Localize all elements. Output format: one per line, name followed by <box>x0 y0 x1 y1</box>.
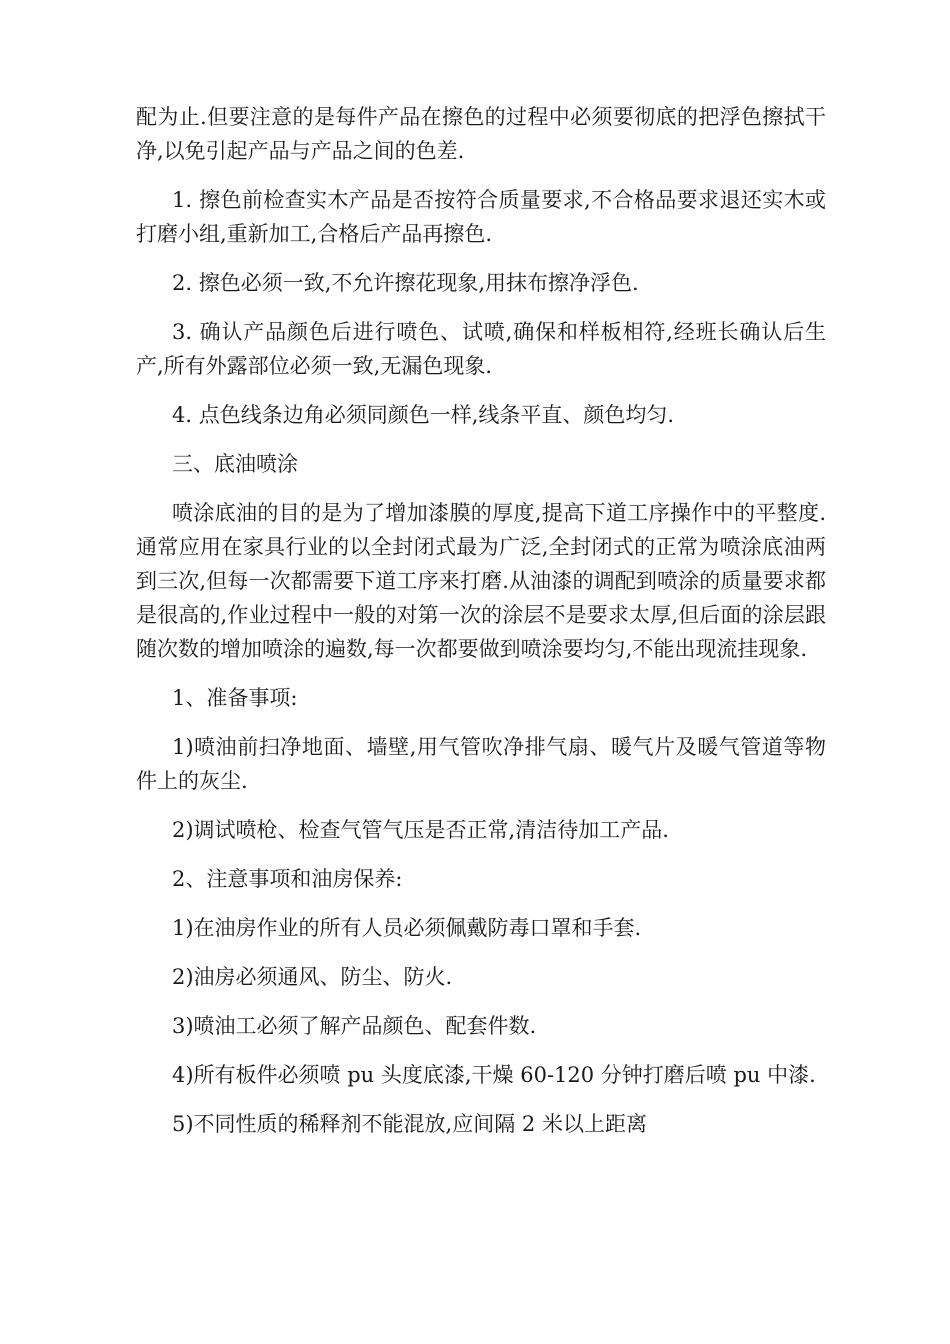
paragraph-primer-spraying: 喷涂底油的目的是为了增加漆膜的厚度,提高下道工序操作中的平整度.通常应用在家具行业的以全封闭式最为广泛,全封闭式的正常为喷涂底油两到三次,但每一次都需要下道工序来打磨.从油漆的调配到喷涂的质量要求都是很高的,作业过程中一般的对第一次的涂层不是要求太厚,但后面的涂层跟随次数的增加喷涂的遍数,每一次都要做到喷涂要均匀,不能出现流挂现象. <box>136 501 826 661</box>
section-heading: 三、底油喷涂 <box>172 452 298 476</box>
prep-item-1: 1)喷油前扫净地面、墙壁,用气管吹净排气扇、暖气片及暖气管道等物件上的灰尘. <box>136 735 826 793</box>
list-item-2: 2. 擦色必须一致,不允许擦花现象,用抹布擦净浮色. <box>172 271 639 295</box>
paragraph-continued: 配为止.但要注意的是每件产品在擦色的过程中必须要彻底的把浮色擦拭干净,以免引起产品与产品之间的色差. <box>136 105 826 163</box>
list-item-3: 3. 确认产品颜色后进行喷色、试喷,确保和样板相符,经班长确认后生产,所有外露部位必须一致,无漏色现象. <box>136 320 826 378</box>
list-item-4: 4. 点色线条边角必须同颜色一样,线条平直、颜色均匀. <box>172 403 675 427</box>
prep-item-2: 2)调试喷枪、检查气管气压是否正常,清洁待加工产品. <box>172 818 669 842</box>
document-page <box>136 100 826 1156</box>
subheading-precautions: 2、注意事项和油房保养: <box>172 867 403 891</box>
precaution-item-5: 5)不同性质的稀释剂不能混放,应间隔 2 米以上距离 <box>172 1112 647 1136</box>
precaution-item-3: 3)喷油工必须了解产品颜色、配套件数. <box>172 1014 537 1038</box>
precaution-item-2: 2)油房必须通风、防尘、防火. <box>172 965 453 989</box>
list-item-1: 1. 擦色前检查实木产品是否按符合质量要求,不合格品要求退还实木或打磨小组,重新加工,合格后产品再擦色. <box>136 188 826 246</box>
precaution-item-1: 1)在油房作业的所有人员必须佩戴防毒口罩和手套. <box>172 916 642 940</box>
precaution-item-4: 4)所有板件必须喷 pu 头度底漆,干燥 60-120 分钟打磨后喷 pu 中漆. <box>172 1063 816 1087</box>
subheading-preparation: 1、准备事项: <box>172 686 298 710</box>
